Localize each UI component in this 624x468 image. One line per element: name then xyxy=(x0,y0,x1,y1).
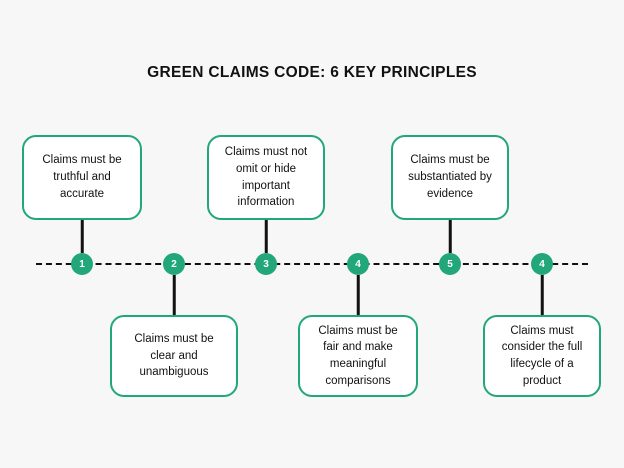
page-title: GREEN CLAIMS CODE: 6 KEY PRINCIPLES xyxy=(147,64,477,81)
connector-3 xyxy=(265,220,268,253)
connector-2 xyxy=(173,275,176,315)
connector-5 xyxy=(449,220,452,253)
principle-text-5: Claims must be substantiated by evidence xyxy=(408,154,492,200)
principle-text-2: Claims must be clear and unambiguous xyxy=(134,332,214,379)
timeline-node-label-6: 4 xyxy=(539,258,545,270)
principle-card-5 xyxy=(391,135,509,220)
timeline-node-label-1: 1 xyxy=(79,258,85,270)
principle-card-4 xyxy=(298,315,418,397)
timeline-node-label-5: 5 xyxy=(447,258,453,270)
principle-card-1 xyxy=(22,135,142,220)
timeline-node-3[interactable] xyxy=(255,253,277,275)
connector-6 xyxy=(541,275,544,315)
timeline-node-label-4: 4 xyxy=(355,258,361,270)
timeline-node-5[interactable] xyxy=(439,253,461,275)
timeline-node-2[interactable] xyxy=(163,253,185,275)
timeline-axis xyxy=(36,263,588,265)
timeline-node-4[interactable] xyxy=(347,253,369,275)
timeline-node-1[interactable] xyxy=(71,253,93,275)
timeline-node-label-3: 3 xyxy=(263,258,269,270)
timeline-node-6[interactable] xyxy=(531,253,553,275)
principle-text-3: Claims must not omit or hide important information xyxy=(224,146,308,209)
connector-1 xyxy=(81,220,84,253)
principle-text-4: Claims must be fair and make meaningful comparisons xyxy=(318,324,398,387)
principle-text-1: Claims must be truthful and accurate xyxy=(42,154,122,200)
principle-card-6 xyxy=(483,315,601,397)
principle-text-6: Claims must consider the full lifecycle of a product xyxy=(501,324,583,387)
connector-4 xyxy=(357,275,360,315)
timeline-node-label-2: 2 xyxy=(171,258,177,270)
principle-card-2 xyxy=(110,315,238,397)
principle-card-3 xyxy=(207,135,325,220)
